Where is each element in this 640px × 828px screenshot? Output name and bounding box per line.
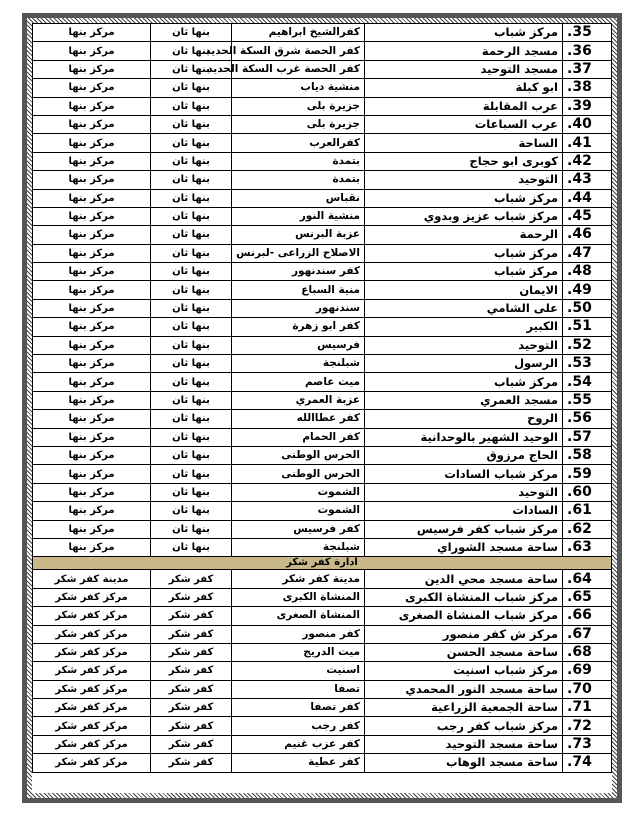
row-number: 70. — [563, 680, 612, 698]
table-row — [33, 97, 612, 115]
district-name: بنها ثان — [151, 465, 232, 483]
table-row — [33, 207, 612, 225]
table-row — [33, 79, 612, 97]
district-name: بنها ثان — [151, 152, 232, 170]
district-name: بنها ثان — [151, 299, 232, 317]
village-name: كفرالعرب — [232, 134, 365, 152]
center-name: مدينة كفر شكر — [33, 570, 151, 588]
table-row — [33, 263, 612, 281]
village-name: مدينة كفر شكر — [232, 570, 365, 588]
district-name: بنها ثان — [151, 207, 232, 225]
center-name: مركز بنها — [33, 410, 151, 428]
district-name: كفر شكر — [151, 643, 232, 661]
row-number: 41. — [563, 134, 612, 152]
table-row — [33, 115, 612, 133]
row-number: 63. — [563, 538, 612, 556]
village-name: الشموت — [232, 502, 365, 520]
mosque-name: مركز شباب المنشاة الصغرى — [365, 607, 563, 625]
center-name: مركز بنها — [33, 171, 151, 189]
mosque-name: مركز شباب عزيز وبدوي — [365, 207, 563, 225]
row-number: 50. — [563, 299, 612, 317]
district-name: بنها ثان — [151, 428, 232, 446]
village-name: سندنهور — [232, 299, 365, 317]
row-number: 60. — [563, 483, 612, 501]
mosque-name: الحاج مرزوق — [365, 446, 563, 464]
center-name: مركز كفر شكر — [33, 588, 151, 606]
mosque-name: الرحمة — [365, 226, 563, 244]
mosque-name: مركز شباب — [365, 244, 563, 262]
row-number: 36. — [563, 42, 612, 60]
district-name: بنها ثان — [151, 391, 232, 409]
mosque-name: مسجد التوحيد — [365, 60, 563, 78]
table-row — [33, 643, 612, 661]
row-number: 47. — [563, 244, 612, 262]
mosque-name: عرب المقابلة — [365, 97, 563, 115]
village-name: جزيرة بلى — [232, 97, 365, 115]
center-name: مركز بنها — [33, 42, 151, 60]
table-row — [33, 607, 612, 625]
district-name: بنها ثان — [151, 446, 232, 464]
center-name: مركز بنها — [33, 79, 151, 97]
village-name: جزيرة بلى — [232, 115, 365, 133]
village-name: نقباس — [232, 189, 365, 207]
district-name: بنها ثان — [151, 189, 232, 207]
row-number: 73. — [563, 735, 612, 753]
mosque-name: مركز شباب اسنيت — [365, 662, 563, 680]
mosque-name: ابو كبلة — [365, 79, 563, 97]
mosque-name: ساحة الجمعية الزراعية — [365, 699, 563, 717]
mosque-name: التوحيد — [365, 171, 563, 189]
mosque-name: الرسول — [365, 355, 563, 373]
center-name: مركز بنها — [33, 244, 151, 262]
table-row — [33, 134, 612, 152]
district-name: بنها ثان — [151, 24, 232, 42]
row-number: 35. — [563, 24, 612, 42]
table-row — [33, 60, 612, 78]
mosque-name: مركز شباب — [365, 24, 563, 42]
district-name: كفر شكر — [151, 717, 232, 735]
village-name: ميت الدريج — [232, 643, 365, 661]
mosque-name: الساحة — [365, 134, 563, 152]
district-name: بنها ثان — [151, 355, 232, 373]
table-row — [33, 24, 612, 42]
row-number: 39. — [563, 97, 612, 115]
village-name: كفر تصفا — [232, 699, 365, 717]
table-row — [33, 588, 612, 606]
village-name: عزبة العمري — [232, 391, 365, 409]
table-row — [33, 754, 612, 772]
village-name: منية السباع — [232, 281, 365, 299]
village-name: منشية النور — [232, 207, 365, 225]
mosque-name: مركز شباب — [365, 263, 563, 281]
row-number: 65. — [563, 588, 612, 606]
district-name: بنها ثان — [151, 115, 232, 133]
center-name: مركز بنها — [33, 520, 151, 538]
table-row — [33, 735, 612, 753]
village-name: كفر الحمام — [232, 428, 365, 446]
center-name: مركز بنها — [33, 134, 151, 152]
row-number: 51. — [563, 318, 612, 336]
table-row — [33, 42, 612, 60]
village-name: شبلنجة — [232, 355, 365, 373]
district-name: كفر شكر — [151, 607, 232, 625]
table-row — [33, 680, 612, 698]
center-name: مركز بنها — [33, 373, 151, 391]
mosque-name: الروح — [365, 410, 563, 428]
district-name: بنها ثان — [151, 318, 232, 336]
center-name: مركز كفر شكر — [33, 662, 151, 680]
table-row — [33, 336, 612, 354]
row-number: 37. — [563, 60, 612, 78]
district-name: بنها ثان — [151, 336, 232, 354]
mosque-name: ساحة مسجد الشوراي — [365, 538, 563, 556]
table-row — [33, 189, 612, 207]
center-name: مركز بنها — [33, 97, 151, 115]
row-number: 49. — [563, 281, 612, 299]
center-name: مركز بنها — [33, 281, 151, 299]
table-row — [33, 244, 612, 262]
mosque-name: عرب السباعات — [365, 115, 563, 133]
mosque-name: مسجد الرحمة — [365, 42, 563, 60]
table-container — [32, 23, 612, 793]
table-row — [33, 538, 612, 556]
center-name: مركز بنها — [33, 538, 151, 556]
mosque-name: ساحة مسجد محي الدين — [365, 570, 563, 588]
village-name: بتمدة — [232, 152, 365, 170]
mosque-name: ساحة مسجد النور المحمدي — [365, 680, 563, 698]
center-name: مركز بنها — [33, 263, 151, 281]
center-name: مركز كفر شكر — [33, 607, 151, 625]
row-number: 42. — [563, 152, 612, 170]
mosque-name: ساحة مسجد الوهاب — [365, 754, 563, 772]
village-name: الحرس الوطنى — [232, 465, 365, 483]
table-row — [33, 662, 612, 680]
district-name: بنها ثان — [151, 42, 232, 60]
table-row — [33, 318, 612, 336]
mosque-name: السادات — [365, 502, 563, 520]
table-row — [33, 465, 612, 483]
district-name: بنها ثان — [151, 538, 232, 556]
district-name: بنها ثان — [151, 226, 232, 244]
table-body-banha — [33, 24, 612, 557]
decorative-border — [22, 13, 622, 803]
table-row — [33, 717, 612, 735]
row-number: 57. — [563, 428, 612, 446]
center-name: مركز بنها — [33, 428, 151, 446]
village-name: الشموت — [232, 483, 365, 501]
center-name: مركز كفر شكر — [33, 625, 151, 643]
table-body-section — [33, 557, 612, 570]
row-number: 53. — [563, 355, 612, 373]
table-row — [33, 520, 612, 538]
row-number: 64. — [563, 570, 612, 588]
village-name: كفر الحصة شرق السكة الحديد — [232, 42, 365, 60]
row-number: 55. — [563, 391, 612, 409]
center-name: مركز كفر شكر — [33, 717, 151, 735]
district-name: بنها ثان — [151, 97, 232, 115]
mosque-name: مسجد العمري — [365, 391, 563, 409]
village-name: كفر منصور — [232, 625, 365, 643]
district-name: كفر شكر — [151, 588, 232, 606]
center-name: مركز كفر شكر — [33, 735, 151, 753]
table-row — [33, 446, 612, 464]
village-name: الاصلاح الزراعى -لبرنس — [232, 244, 365, 262]
mosque-name: مركز شباب كفر رجب — [365, 717, 563, 735]
mosque-name: على الشامي — [365, 299, 563, 317]
table-row — [33, 483, 612, 501]
district-name: كفر شكر — [151, 662, 232, 680]
village-name: كفر عزب غنيم — [232, 735, 365, 753]
table-row — [33, 373, 612, 391]
village-name: كفر فرسيس — [232, 520, 365, 538]
row-number: 72. — [563, 717, 612, 735]
center-name: مركز بنها — [33, 207, 151, 225]
row-number: 67. — [563, 625, 612, 643]
district-name: بنها ثان — [151, 520, 232, 538]
village-name: الحرس الوطنى — [232, 446, 365, 464]
row-number: 71. — [563, 699, 612, 717]
district-name: كفر شكر — [151, 680, 232, 698]
row-number: 69. — [563, 662, 612, 680]
row-number: 46. — [563, 226, 612, 244]
district-name: كفر شكر — [151, 625, 232, 643]
mosque-name: الايمان — [365, 281, 563, 299]
center-name: مركز بنها — [33, 391, 151, 409]
row-number: 38. — [563, 79, 612, 97]
district-name: بنها ثان — [151, 263, 232, 281]
district-name: كفر شكر — [151, 735, 232, 753]
village-name: بتمدة — [232, 171, 365, 189]
row-number: 54. — [563, 373, 612, 391]
section-header-row — [33, 557, 612, 570]
table-row — [33, 699, 612, 717]
district-name: بنها ثان — [151, 483, 232, 501]
row-number: 66. — [563, 607, 612, 625]
center-name: مركز كفر شكر — [33, 754, 151, 772]
row-number: 59. — [563, 465, 612, 483]
village-name: كفر عطاالله — [232, 410, 365, 428]
village-name: تصفا — [232, 680, 365, 698]
center-name: مركز كفر شكر — [33, 643, 151, 661]
village-name: شبلنجة — [232, 538, 365, 556]
row-number: 52. — [563, 336, 612, 354]
village-name: ميت عاصم — [232, 373, 365, 391]
mosque-name: الوحيد الشهير بالوحدانية — [365, 428, 563, 446]
district-name: كفر شكر — [151, 699, 232, 717]
mosque-name: ساحة مسجد الحسن — [365, 643, 563, 661]
district-name: بنها ثان — [151, 60, 232, 78]
row-number: 43. — [563, 171, 612, 189]
mosque-name: الكبير — [365, 318, 563, 336]
row-number: 44. — [563, 189, 612, 207]
table-row — [33, 281, 612, 299]
mosque-name: التوحيد — [365, 483, 563, 501]
mosque-name: ساحة مسجد التوحيد — [365, 735, 563, 753]
center-name: مركز بنها — [33, 318, 151, 336]
center-name: مركز كفر شكر — [33, 699, 151, 717]
table-row — [33, 428, 612, 446]
row-number: 62. — [563, 520, 612, 538]
mosque-name: مركز شباب — [365, 189, 563, 207]
village-name: المنشاة الكبرى — [232, 588, 365, 606]
village-name: كفر الحصة غرب السكة الحديد — [232, 60, 365, 78]
row-number: 48. — [563, 263, 612, 281]
district-name: بنها ثان — [151, 244, 232, 262]
mosque-name: التوحيد — [365, 336, 563, 354]
row-number: 56. — [563, 410, 612, 428]
table-row — [33, 226, 612, 244]
center-name: مركز بنها — [33, 465, 151, 483]
table-row — [33, 391, 612, 409]
center-name: مركز بنها — [33, 299, 151, 317]
table-row — [33, 355, 612, 373]
table-body-kafr-shokr — [33, 570, 612, 772]
row-number: 40. — [563, 115, 612, 133]
mosque-name: مركز ش كفر منصور — [365, 625, 563, 643]
district-name: بنها ثان — [151, 134, 232, 152]
center-name: مركز بنها — [33, 446, 151, 464]
section-title: ادارة كفر شكر — [33, 557, 612, 570]
village-name: كفر سندنهور — [232, 263, 365, 281]
table-row — [33, 570, 612, 588]
district-name: بنها ثان — [151, 281, 232, 299]
mosque-name: مركز شباب السادات — [365, 465, 563, 483]
table-row — [33, 502, 612, 520]
row-number: 45. — [563, 207, 612, 225]
table-row — [33, 152, 612, 170]
village-name: اسنيت — [232, 662, 365, 680]
row-number: 74. — [563, 754, 612, 772]
village-name: فرسيس — [232, 336, 365, 354]
district-name: كفر شكر — [151, 570, 232, 588]
district-name: بنها ثان — [151, 410, 232, 428]
center-name: مركز بنها — [33, 189, 151, 207]
district-name: بنها ثان — [151, 171, 232, 189]
village-name: كفر ابو زهرة — [232, 318, 365, 336]
table-row — [33, 171, 612, 189]
village-name: عزبة البرنس — [232, 226, 365, 244]
row-number: 68. — [563, 643, 612, 661]
center-name: مركز بنها — [33, 502, 151, 520]
center-name: مركز بنها — [33, 336, 151, 354]
table-row — [33, 625, 612, 643]
mosque-name: مركز شباب كفر فرسيس — [365, 520, 563, 538]
mosque-name: مركز شباب — [365, 373, 563, 391]
row-number: 58. — [563, 446, 612, 464]
center-name: مركز بنها — [33, 355, 151, 373]
village-name: المنشاة الصغرى — [232, 607, 365, 625]
village-name: كفر عطية — [232, 754, 365, 772]
district-name: بنها ثان — [151, 79, 232, 97]
center-name: مركز بنها — [33, 152, 151, 170]
village-name: منشية دياب — [232, 79, 365, 97]
district-name: كفر شكر — [151, 754, 232, 772]
mosque-name: كوبرى ابو حجاج — [365, 152, 563, 170]
district-name: بنها ثان — [151, 502, 232, 520]
center-name: مركز بنها — [33, 226, 151, 244]
center-name: مركز بنها — [33, 115, 151, 133]
center-name: مركز بنها — [33, 24, 151, 42]
table-row — [33, 299, 612, 317]
locations-table — [32, 23, 612, 773]
mosque-name: مركز شباب المنشاة الكبرى — [365, 588, 563, 606]
table-row — [33, 410, 612, 428]
center-name: مركز كفر شكر — [33, 680, 151, 698]
village-name: كفر رجب — [232, 717, 365, 735]
district-name: بنها ثان — [151, 373, 232, 391]
village-name: كفرالشيخ ابراهيم — [232, 24, 365, 42]
center-name: مركز بنها — [33, 60, 151, 78]
center-name: مركز بنها — [33, 483, 151, 501]
row-number: 61. — [563, 502, 612, 520]
